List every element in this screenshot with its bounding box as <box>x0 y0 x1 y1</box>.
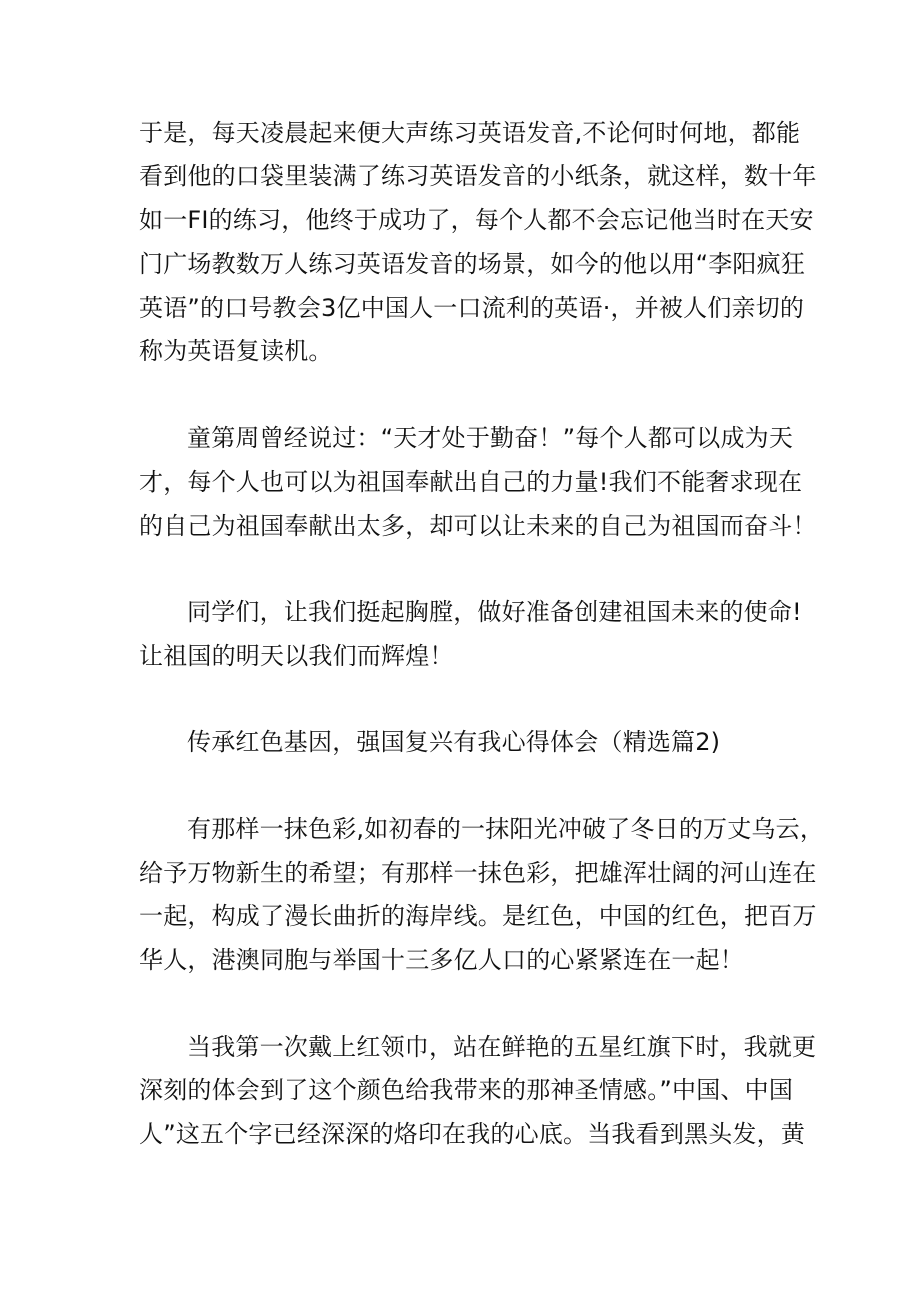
p2-line-1: 童第周曾经说过：“天才处于勤奋！”每个人都可以成为天 <box>187 424 794 452</box>
p2-line-2: 才，每个人也可以为祖国奉献出自己的力量!我们不能奢求现在 <box>139 468 803 496</box>
p1-line-6: 称为英语复读机。 <box>139 337 333 365</box>
p1-line-3: 如一FI的练习，他终于成功了，每个人都不会忘记他当时在天安 <box>139 206 814 234</box>
p5-line-3: 人”这五个字已经深深的烙印在我的心底。当我看到黑头发，黄 <box>139 1120 806 1148</box>
p2-line-3: 的自己为祖国奉献出太多，却可以让未来的自己为祖国而奋斗！ <box>139 512 817 540</box>
p4-line-3: 一起，构成了漫长曲折的海岸线。是红色，中国的红色，把百万 <box>139 902 817 930</box>
p1-line-4: 门广场教数万人练习英语发音的场景，如今的他以用“李阳疯狂 <box>139 250 806 278</box>
p1-line-1: 于是，每天凌晨起来便大声练习英语发音,不论何时何地，都能 <box>139 119 801 147</box>
p1-line-5: 英语”的口号教会3亿中国人一口流利的英语·，并被人们亲切的 <box>139 294 805 322</box>
p3-line-1: 同学们，让我们挺起胸膛，做好准备创建祖国未来的使命! <box>187 598 802 626</box>
p3-line-2: 让祖国的明天以我们而辉煌！ <box>139 642 454 670</box>
p5-line-1: 当我第一次戴上红领巾，站在鲜艳的五星红旗下时，我就更 <box>187 1033 817 1061</box>
section-heading: 传承红色基因，强国复兴有我心得体会（精选篇2) <box>187 728 721 756</box>
p1-line-2: 看到他的口袋里装满了练习英语发音的小纸条，就这样，数十年 <box>139 162 817 190</box>
p4-line-2: 给予万物新生的希望；有那样一抹色彩，把雄浑壮阔的河山连在 <box>139 859 817 887</box>
p4-line-4: 华人，港澳同胞与举国十三多亿人口的心紧紧连在一起！ <box>139 946 744 974</box>
p5-line-2: 深刻的体会到了这个颜色给我带来的那神圣情感。”中国、中国 <box>139 1076 794 1104</box>
p4-line-1: 有那样一抹色彩,如初春的一抹阳光冲破了冬日的万丈乌云， <box>187 815 825 843</box>
